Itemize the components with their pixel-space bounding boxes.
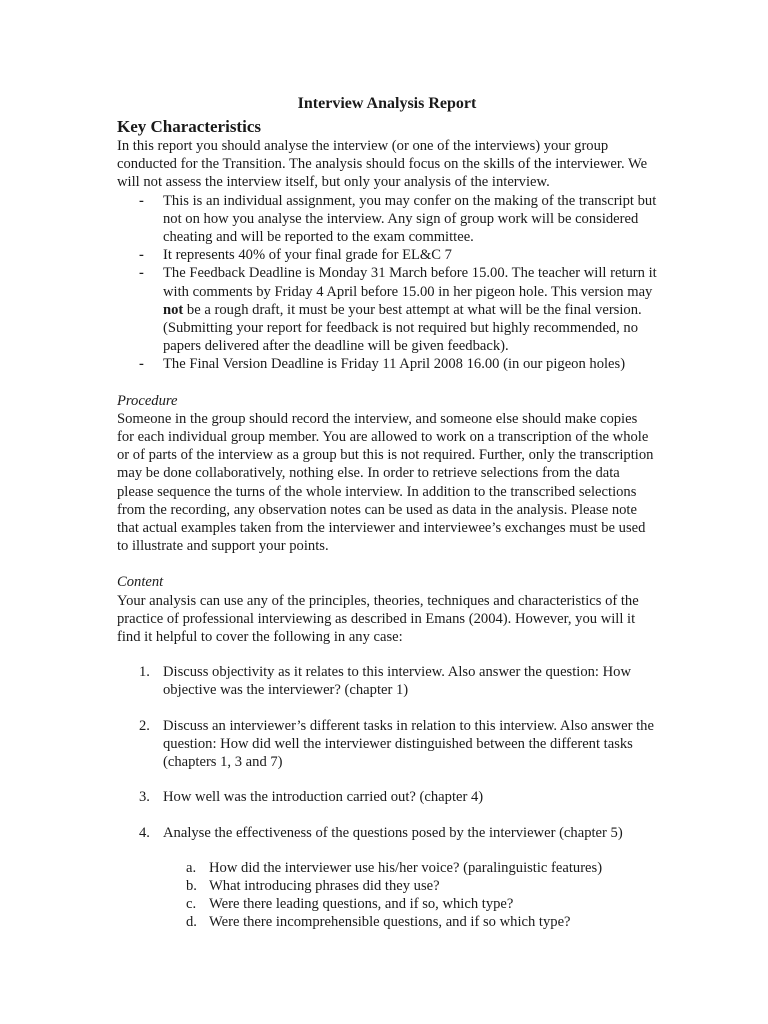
list-number: 4.	[139, 824, 150, 841]
list-item-text-part: The Feedback Deadline is Monday 31 March before 15.00. The teacher will return it with comments by Friday 4 April before 15.00 in her pigeon hole. This version may	[163, 265, 657, 300]
list-item-text: This is an individual assignment, you may confer on the making of the transcript but not on how you analyse the interview. Any sign of group work will be considered cheating and will be reported to the exam committee.	[163, 192, 657, 246]
list-number: 1.	[139, 664, 150, 681]
bullet-dash: -	[139, 265, 144, 282]
list-item	[117, 355, 657, 373]
list-item	[117, 824, 657, 932]
section-heading-content: Content	[117, 574, 164, 591]
list-item	[117, 192, 657, 247]
list-number: 2.	[139, 717, 150, 734]
sublist-item	[163, 877, 657, 895]
list-item-text: Discuss an interviewer’s different tasks in relation to this interview. Also answer the question: How did well the interviewer distinguished between the different tasks (chapters 1, 3 and 7)	[163, 717, 654, 771]
sublist-item	[163, 859, 657, 877]
list-item	[117, 717, 657, 772]
list-item	[117, 788, 657, 806]
bullet-dash: -	[139, 192, 144, 209]
sublist-item-text: How did the interviewer use his/her voice? (paralinguistic features)	[209, 859, 603, 876]
list-letter: b.	[186, 877, 197, 894]
sublist-item-text: Were there leading questions, and if so, which type?	[209, 896, 514, 913]
list-item	[117, 264, 657, 355]
list-letter: c.	[186, 896, 197, 913]
emphasis-not: not	[163, 301, 184, 318]
list-item	[117, 246, 657, 264]
bullet-dash: -	[139, 356, 144, 373]
sublist-item-text: Were there incomprehensible questions, and if so which type?	[209, 914, 571, 931]
list-item-text: Analyse the effectiveness of the questions posed by the interviewer (chapter 5)	[163, 824, 623, 841]
sublist-item	[163, 895, 657, 913]
sublist-item	[163, 913, 657, 931]
document-page	[117, 94, 657, 932]
list-letter: a.	[186, 859, 197, 876]
section-heading-procedure: Procedure	[117, 392, 178, 409]
list-letter: d.	[186, 914, 197, 931]
bullet-dash: -	[139, 247, 144, 264]
document-title: Interview Analysis Report	[297, 95, 477, 112]
list-item-text: How well was the introduction carried out? (chapter 4)	[163, 789, 484, 806]
sublist-item-text: What introducing phrases did they use?	[209, 877, 440, 894]
list-item-text: It represents 40% of your final grade for EL&C 7	[163, 247, 452, 264]
list-item-text: Discuss objectivity as it relates to this interview. Also answer the question: How objective was the interviewer? (chapter 1)	[163, 664, 632, 699]
intro-paragraph: In this report you should analyse the interview (or one of the interviews) your group conducted for the Transition. The analysis should focus on the skills of the interviewer. We will not assess the interview itself, but only your analysis of the interview.	[117, 138, 648, 191]
list-number: 3.	[139, 789, 150, 806]
lettered-sublist	[163, 859, 657, 932]
content-paragraph: Your analysis can use any of the principles, theories, techniques and characteristics of the practice of professional interviewing as described in Emans (2004). However, you will it find it helpful to cover the following in any case:	[117, 592, 639, 646]
list-item-text: The Final Version Deadline is Friday 11 April 2008 16.00 (in our pigeon holes)	[163, 356, 626, 373]
procedure-paragraph: Someone in the group should record the interview, and someone else should make copies for each individual group member. You are allowed to work on a transcription of the whole or of parts of the interview as a group but this is not required. Further, only the transcription may be done collaboratively, nothing else. In order to retrieve selections from the data please sequence the turns of the whole interview. In addition to the transcribed selections from the recording, any observation notes can be used as data in the analysis. Please note that actual examples taken from the interviewer and interviewee’s exchanges must be used to illustrate and support your points.	[117, 410, 654, 555]
list-item-text	[163, 265, 657, 354]
numbered-list	[117, 663, 657, 931]
list-item	[117, 663, 657, 699]
requirements-list	[117, 192, 657, 374]
section-heading-key-characteristics: Key Characteristics	[117, 117, 261, 136]
list-item-text-part: be a rough draft, it must be your best attempt at what will be the final version. (Submitting your report for feedback is not required but highly recommended, no papers delivered after the deadline will be given feedback).	[163, 301, 642, 355]
